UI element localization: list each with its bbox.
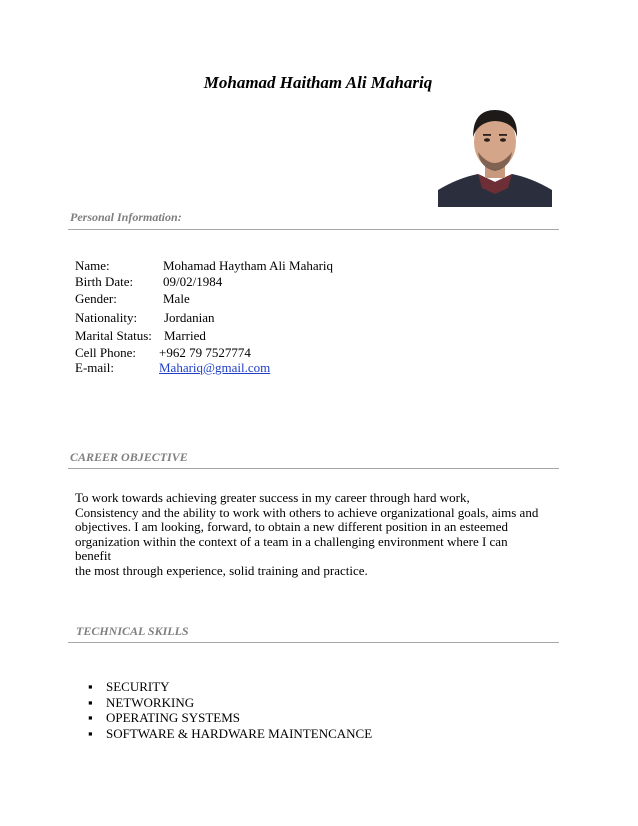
objective-line: To work towards achieving greater success in my career through hard work, [75,490,470,505]
section-divider [68,642,559,643]
profile-photo [438,102,552,207]
objective-line: objectives. I am looking, forward, to obtain a new different position in an esteemed [75,519,508,535]
section-heading-personal: Personal Information: [70,210,182,224]
info-row-email [75,360,475,378]
skills-list [88,679,372,741]
list-item [88,695,372,711]
info-value: Jordanian [164,310,215,325]
info-row-marital-status [75,328,475,346]
info-label: Cell Phone: [75,345,137,360]
bullet-icon: ▪ [88,679,93,694]
info-label: Gender: [75,291,117,306]
info-value: +962 79 7527774 [159,345,251,360]
section-heading-skills: TECHNICAL SKILLS [76,624,189,638]
section-heading-career: CAREER OBJECTIVE [70,450,188,464]
list-item [88,679,372,695]
skill-label: SOFTWARE & HARDWARE MAINTENCANCE [106,725,373,741]
info-value: Male [163,291,190,306]
info-row-nationality [75,310,475,328]
info-value: 09/02/1984 [163,274,223,289]
info-label: Name: [75,258,110,273]
section-divider [68,229,559,230]
bullet-icon: ▪ [88,725,93,741]
email-link[interactable]: Mahariq@gmail.com [159,360,271,375]
info-row-gender [75,291,475,309]
info-row-birth-date [75,274,475,292]
bullet-icon: ▪ [88,694,93,710]
skill-label: NETWORKING [106,694,195,710]
career-objective-text [75,491,545,579]
objective-line: the most through experience, solid training and practice. [75,562,368,578]
info-value: Married [164,328,206,343]
skill-label: SECURITY [106,679,170,694]
info-label: E-mail: [75,360,114,375]
section-divider [68,468,559,469]
objective-line: organization within the context of a team in a challenging environment where I can benefit [75,533,508,564]
list-item [88,710,372,726]
skill-label: OPERATING SYSTEMS [106,710,240,725]
info-label: Birth Date: [75,274,134,289]
info-label: Nationality: [75,310,138,325]
objective-line: Consistency and the ability to work with others to achieve organizational goals, aims and [75,504,539,520]
info-value: Mohamad Haytham Ali Mahariq [163,258,334,273]
list-item [88,726,372,742]
info-label: Marital Status: [75,328,152,343]
resume-title: Mohamad Haitham Ali Mahariq [203,73,433,92]
bullet-icon: ▪ [88,710,93,725]
